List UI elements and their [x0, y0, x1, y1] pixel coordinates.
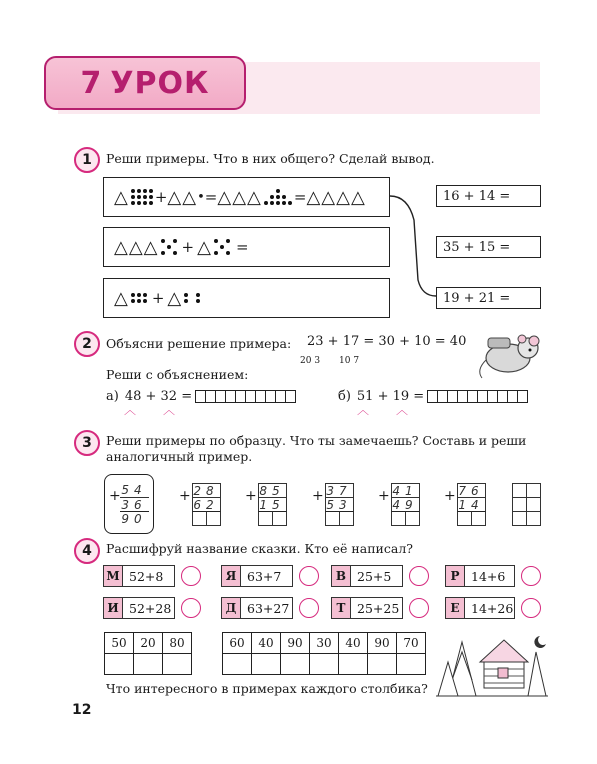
task2-subinstruction: Реши с объяснением: [106, 367, 249, 382]
decode-expression: 52+8 [123, 565, 175, 587]
caret-mark: ︿ [396, 403, 409, 417]
decode-expression: 14+6 [465, 565, 515, 587]
split-b: 10 7 [339, 356, 360, 366]
table-cell: 80 [163, 633, 192, 654]
column-grid-empty[interactable] [512, 483, 540, 525]
decode-expression: 25+5 [351, 565, 403, 587]
digit-bottom: 53 [326, 497, 352, 512]
answer-circle[interactable] [521, 566, 541, 586]
column-grid-2[interactable] [258, 483, 286, 525]
digit-top: 28 [193, 483, 219, 498]
pattern-box-1: △ + △△ • = △△△ = △△△△ [103, 177, 390, 217]
task3-instruction-line2: аналогичный пример. [106, 449, 253, 464]
triangle-icon: △△ [167, 186, 198, 208]
plus-sign: + [179, 488, 191, 504]
column-grid-3[interactable] [325, 483, 353, 525]
plus-sign: + [109, 488, 121, 504]
table-cell: 30 [310, 633, 339, 654]
plus-sign: + [245, 488, 257, 504]
answer-cell[interactable] [163, 654, 192, 675]
dots-icon [131, 293, 147, 303]
decode-expression: 52+28 [123, 597, 175, 619]
digit-top: 37 [326, 483, 352, 498]
dots-icon [131, 189, 153, 205]
digit-top: 76 [458, 483, 484, 498]
table-cell: 20 [134, 633, 163, 654]
answer-cells-a[interactable] [196, 390, 296, 403]
answer-table-1 [104, 632, 192, 675]
column-grid-1[interactable] [192, 483, 220, 525]
caret-mark: ︿ [163, 403, 176, 417]
decode-expression: 63+27 [241, 597, 293, 619]
dots-icon [264, 189, 292, 205]
task1-instruction: Реши примеры. Что в них общего? Сделай вывод. [106, 151, 435, 166]
equation-box-1[interactable]: 16 + 14 = [436, 185, 541, 207]
answer-circle[interactable] [409, 566, 429, 586]
digit-bottom: 62 [193, 497, 219, 512]
decode-letter: Я [221, 565, 241, 587]
decode-item-1 [103, 565, 201, 587]
decode-letter: Д [221, 597, 241, 619]
decode-letter: В [331, 565, 351, 587]
triangle-icon: △△△ [114, 236, 159, 258]
triangle-icon: △ [114, 186, 129, 208]
decode-item-7 [331, 597, 429, 619]
split-a: 20 3 [300, 356, 321, 366]
decode-letter: Е [445, 597, 465, 619]
task-number-3: 3 [74, 430, 100, 456]
digit-bottom: 14 [458, 497, 484, 512]
lesson-title-badge [44, 56, 246, 110]
equation-box-3[interactable]: 19 + 21 = [436, 287, 541, 309]
answer-circle[interactable] [181, 598, 201, 618]
digit-bottom: 15 [259, 497, 285, 512]
answer-circle[interactable] [521, 598, 541, 618]
decode-item-8 [445, 597, 541, 619]
decode-item-4 [445, 565, 541, 587]
column-grid-4[interactable] [391, 483, 419, 525]
task2-example: 23 + 17 = 30 + 10 = 40 [307, 334, 467, 349]
mouse-illustration [474, 330, 546, 382]
equation-box-2[interactable]: 35 + 15 = [436, 236, 541, 258]
answer-cells-b[interactable] [428, 390, 528, 403]
triangle-icon: △ [114, 287, 129, 309]
decode-letter: И [103, 597, 123, 619]
answer-circle[interactable] [181, 566, 201, 586]
answer-cell[interactable] [281, 654, 310, 675]
a-label: а) [106, 389, 119, 404]
answer-cell[interactable] [223, 654, 252, 675]
caret-mark: ︿ [124, 403, 137, 417]
sample-digit: 90 [121, 511, 147, 526]
digit-top: 85 [259, 483, 285, 498]
plus-sign: + [312, 488, 324, 504]
a-expression: 48 + 32 = [124, 389, 193, 404]
table-cell: 40 [339, 633, 368, 654]
table-cell: 70 [397, 633, 426, 654]
task4-question: Что интересного в примерах каждого столбика? [106, 681, 428, 696]
decode-expression: 14+26 [465, 597, 515, 619]
answer-circle[interactable] [409, 598, 429, 618]
table-cell: 90 [281, 633, 310, 654]
forest-hut-illustration [436, 622, 548, 698]
decode-letter: М [103, 565, 123, 587]
answer-cell[interactable] [105, 654, 134, 675]
caret-mark: ︿ [357, 403, 370, 417]
plus-sign: + [378, 488, 390, 504]
task4-instruction: Расшифруй название сказки. Кто её написал? [106, 541, 413, 556]
answer-cell[interactable] [339, 654, 368, 675]
connector-line [388, 190, 438, 305]
decode-letter: Р [445, 565, 465, 587]
task-number-2: 2 [74, 331, 100, 357]
answer-cell[interactable] [397, 654, 426, 675]
task-number-4: 4 [74, 538, 100, 564]
answer-table-2 [222, 632, 426, 675]
decode-expression: 63+7 [241, 565, 293, 587]
task2-instruction: Объясни решение примера: [106, 336, 292, 351]
lesson-word: УРОК [110, 65, 210, 101]
page-number: 12 [72, 702, 92, 718]
answer-circle[interactable] [299, 566, 319, 586]
table-cell: 40 [252, 633, 281, 654]
task3-instruction-line1: Реши примеры по образцу. Что ты замечаешь? Составь и реши [106, 433, 527, 448]
sample-digit: 36 [121, 497, 147, 512]
b-expression: 51 + 19 = [356, 389, 425, 404]
table-cell: 90 [368, 633, 397, 654]
table-cell: 50 [105, 633, 134, 654]
dots-icon [214, 239, 230, 255]
triangle-icon: △△△ [217, 186, 262, 208]
sample-column-grid [120, 483, 148, 525]
pattern-box-2: △△△ + △ = [103, 227, 390, 267]
plus-sign: + [444, 488, 456, 504]
answer-cell[interactable] [134, 654, 163, 675]
triangle-icon: △△△△ [306, 186, 366, 208]
decode-expression: 25+25 [351, 597, 403, 619]
b-label: б) [338, 389, 351, 404]
digit-bottom: 49 [392, 497, 418, 512]
answer-circle[interactable] [299, 598, 319, 618]
digit-top: 41 [392, 483, 418, 498]
decode-item-6 [221, 597, 319, 619]
decode-item-5 [103, 597, 201, 619]
triangle-icon: △ [167, 287, 183, 309]
column-grid-5[interactable] [457, 483, 485, 525]
triangle-icon: △ [197, 236, 212, 258]
dots-icon [184, 293, 200, 303]
answer-cell[interactable] [252, 654, 281, 675]
task-number-1: 1 [74, 147, 100, 173]
answer-cell[interactable] [310, 654, 339, 675]
answer-cell[interactable] [368, 654, 397, 675]
decode-letter: Т [331, 597, 351, 619]
pattern-box-3: △ + △ [103, 278, 390, 318]
table-cell: 60 [223, 633, 252, 654]
decode-item-3 [331, 565, 429, 587]
lesson-number: 7 [80, 65, 103, 101]
decode-item-2 [221, 565, 319, 587]
dots-icon [161, 239, 177, 255]
sample-digit: 54 [121, 482, 147, 497]
